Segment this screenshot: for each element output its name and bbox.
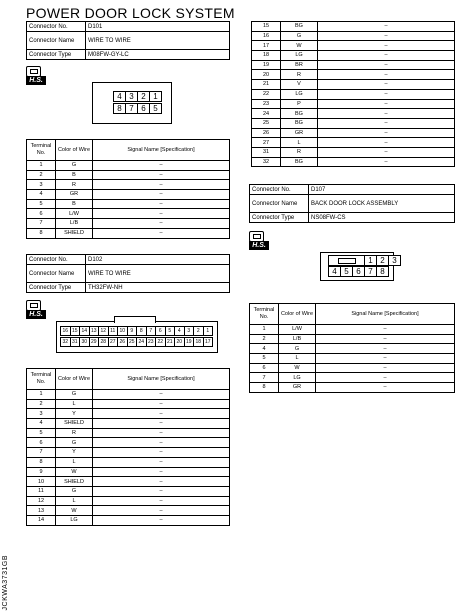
pin-cell: 15 bbox=[70, 326, 81, 336]
table-row bbox=[27, 209, 230, 219]
wire-color: L/W bbox=[56, 209, 93, 219]
header-color: Color of Wire bbox=[279, 304, 316, 325]
pin-cell: 5 bbox=[149, 103, 162, 114]
table-row bbox=[252, 99, 455, 109]
terminal-no: 32 bbox=[252, 157, 281, 167]
table-row bbox=[250, 334, 455, 344]
wire-color: R bbox=[56, 180, 93, 190]
connector-name: WIRE TO WIRE bbox=[86, 32, 230, 50]
pin-cell: 25 bbox=[127, 337, 138, 347]
table-row bbox=[252, 60, 455, 70]
pin-cell: 1 bbox=[364, 255, 377, 266]
wire-color: R bbox=[56, 428, 93, 438]
wire-color: L/B bbox=[279, 334, 316, 344]
signal-name: – bbox=[93, 199, 230, 209]
table-row bbox=[27, 438, 230, 448]
table-row bbox=[252, 31, 455, 41]
pin-cell: 10 bbox=[117, 326, 128, 336]
signal-name: – bbox=[93, 209, 230, 219]
table-row bbox=[27, 515, 230, 525]
wire-color: G bbox=[56, 390, 93, 400]
signal-name: – bbox=[318, 51, 455, 61]
signal-name: – bbox=[93, 180, 230, 190]
pin-cell: 2 bbox=[376, 255, 389, 266]
header-terminal: Terminal No. bbox=[250, 304, 279, 325]
label-connector-no: Connector No. bbox=[250, 185, 309, 195]
table-row bbox=[252, 80, 455, 90]
pin-cell: 6 bbox=[352, 266, 365, 277]
terminal-no: 5 bbox=[250, 354, 279, 364]
terminal-no: 12 bbox=[27, 496, 56, 506]
table-row bbox=[27, 428, 230, 438]
pin-cell: 7 bbox=[125, 103, 138, 114]
signal-name: – bbox=[93, 438, 230, 448]
wire-color: W bbox=[56, 506, 93, 516]
terminal-no: 3 bbox=[27, 409, 56, 419]
wire-color: BG bbox=[281, 109, 318, 119]
wire-color: BR bbox=[281, 60, 318, 70]
pin-cell: 17 bbox=[203, 337, 214, 347]
wire-color: W bbox=[281, 41, 318, 51]
pin-cell: 12 bbox=[98, 326, 109, 336]
signal-name: – bbox=[318, 80, 455, 90]
signal-name: – bbox=[318, 41, 455, 51]
terminal-no: 17 bbox=[252, 41, 281, 51]
table-row bbox=[252, 157, 455, 167]
wire-color: G bbox=[56, 486, 93, 496]
signal-name: – bbox=[93, 219, 230, 229]
label-connector-type: Connector Type bbox=[27, 50, 86, 60]
table-row bbox=[252, 22, 455, 32]
wire-color: L bbox=[56, 496, 93, 506]
table-row bbox=[27, 419, 230, 429]
signal-name: – bbox=[93, 390, 230, 400]
table-row bbox=[27, 496, 230, 506]
pin-cell: 23 bbox=[146, 337, 157, 347]
table-row bbox=[27, 190, 230, 200]
signal-name: – bbox=[316, 354, 455, 364]
table-row bbox=[250, 383, 455, 393]
table-row bbox=[250, 373, 455, 383]
table-row bbox=[252, 128, 455, 138]
signal-name: – bbox=[316, 344, 455, 354]
pin-cell: 4 bbox=[174, 326, 185, 336]
pin-cell: 6 bbox=[137, 103, 150, 114]
terminal-no: 15 bbox=[252, 22, 281, 32]
pin-cell: 22 bbox=[155, 337, 166, 347]
pin-cell: 24 bbox=[136, 337, 147, 347]
table-row bbox=[27, 170, 230, 180]
pin-cell: 3 bbox=[388, 255, 401, 266]
wire-color: B bbox=[56, 199, 93, 209]
terminal-no: 1 bbox=[27, 161, 56, 171]
table-row bbox=[250, 354, 455, 364]
signal-name: – bbox=[93, 190, 230, 200]
table-row bbox=[252, 89, 455, 99]
terminal-no: 1 bbox=[27, 390, 56, 400]
label-connector-no: Connector No. bbox=[27, 22, 86, 32]
terminal-table-d101 bbox=[26, 139, 230, 239]
wire-color: L bbox=[56, 457, 93, 467]
table-row bbox=[27, 457, 230, 467]
terminal-no: 14 bbox=[27, 515, 56, 525]
signal-name: – bbox=[93, 515, 230, 525]
terminal-no: 25 bbox=[252, 118, 281, 128]
terminal-no: 16 bbox=[252, 31, 281, 41]
wire-color: G bbox=[281, 31, 318, 41]
signal-name: – bbox=[93, 486, 230, 496]
table-row bbox=[27, 180, 230, 190]
wire-color: R bbox=[281, 70, 318, 80]
pin-cell: 1 bbox=[149, 91, 162, 102]
wire-color: Y bbox=[56, 448, 93, 458]
signal-name: – bbox=[318, 60, 455, 70]
label-connector-name: Connector Name bbox=[250, 195, 309, 213]
connector-name: BACK DOOR LOCK ASSEMBLY bbox=[309, 195, 455, 213]
connector-info-d101 bbox=[26, 21, 230, 60]
wire-color: SHIELD bbox=[56, 228, 93, 238]
terminal-no: 9 bbox=[27, 467, 56, 477]
terminal-table-d102-continued bbox=[251, 21, 455, 167]
wire-color: G bbox=[279, 344, 316, 354]
pin-cell: 6 bbox=[155, 326, 166, 336]
table-row bbox=[252, 41, 455, 51]
signal-name: – bbox=[318, 89, 455, 99]
signal-name: – bbox=[93, 161, 230, 171]
signal-name: – bbox=[318, 31, 455, 41]
signal-name: – bbox=[93, 419, 230, 429]
table-row bbox=[27, 228, 230, 238]
pin-cell: 14 bbox=[79, 326, 90, 336]
header-signal: Signal Name [Specification] bbox=[93, 369, 230, 390]
terminal-no: 26 bbox=[252, 128, 281, 138]
signal-name: – bbox=[93, 448, 230, 458]
table-row bbox=[27, 448, 230, 458]
signal-name: – bbox=[93, 409, 230, 419]
header-signal: Signal Name [Specification] bbox=[316, 304, 455, 325]
table-row bbox=[252, 138, 455, 148]
wire-color: BG bbox=[281, 118, 318, 128]
terminal-no: 24 bbox=[252, 109, 281, 119]
table-row bbox=[252, 70, 455, 80]
pin-cell: 19 bbox=[184, 337, 195, 347]
terminal-table-d107 bbox=[249, 303, 455, 393]
terminal-no: 4 bbox=[27, 190, 56, 200]
connector-type: M08FW-GY-LC bbox=[86, 50, 230, 60]
signal-name: – bbox=[316, 363, 455, 373]
label-connector-name: Connector Name bbox=[27, 265, 86, 283]
table-row bbox=[27, 199, 230, 209]
signal-name: – bbox=[316, 325, 455, 335]
signal-name: – bbox=[93, 496, 230, 506]
table-row bbox=[27, 399, 230, 409]
wire-color: W bbox=[279, 363, 316, 373]
signal-name: – bbox=[318, 147, 455, 157]
terminal-no: 8 bbox=[250, 383, 279, 393]
terminal-no: 1 bbox=[250, 325, 279, 335]
table-row bbox=[27, 477, 230, 487]
terminal-no: 2 bbox=[27, 170, 56, 180]
wire-color: LG bbox=[281, 89, 318, 99]
table-row bbox=[27, 161, 230, 171]
terminal-no: 27 bbox=[252, 138, 281, 148]
terminal-table-d102 bbox=[26, 368, 230, 526]
pin-cell: 5 bbox=[165, 326, 176, 336]
terminal-no: 19 bbox=[252, 60, 281, 70]
connector-type: NS08FW-CS bbox=[309, 213, 455, 223]
wire-color: SHIELD bbox=[56, 419, 93, 429]
label-connector-no: Connector No. bbox=[27, 255, 86, 265]
pin-cell: 7 bbox=[364, 266, 377, 277]
wire-color: LG bbox=[281, 51, 318, 61]
pin-cell: 2 bbox=[193, 326, 204, 336]
pin-cell: 26 bbox=[117, 337, 128, 347]
terminal-no: 8 bbox=[27, 457, 56, 467]
pin-cell: 30 bbox=[79, 337, 90, 347]
pin-cell: 8 bbox=[376, 266, 389, 277]
terminal-no: 3 bbox=[27, 180, 56, 190]
pin-cell: 29 bbox=[89, 337, 100, 347]
pin-cell: 9 bbox=[127, 326, 138, 336]
wire-color: BG bbox=[281, 22, 318, 32]
pin-cell: 27 bbox=[108, 337, 119, 347]
pin-cell: 3 bbox=[184, 326, 195, 336]
signal-name: – bbox=[318, 70, 455, 80]
signal-name: – bbox=[93, 170, 230, 180]
connector-type: TH32FW-NH bbox=[86, 283, 230, 293]
pin-cell: 28 bbox=[98, 337, 109, 347]
hs-icon: H.S. bbox=[26, 66, 48, 86]
label-connector-type: Connector Type bbox=[250, 213, 309, 223]
connector-name: WIRE TO WIRE bbox=[86, 265, 230, 283]
pin-cell: 8 bbox=[113, 103, 126, 114]
wire-color: SHIELD bbox=[56, 477, 93, 487]
label-connector-type: Connector Type bbox=[27, 283, 86, 293]
connector-no: D107 bbox=[309, 185, 455, 195]
signal-name: – bbox=[318, 22, 455, 32]
wire-color: LG bbox=[279, 373, 316, 383]
table-row bbox=[250, 325, 455, 335]
pin-cell: 5 bbox=[340, 266, 353, 277]
signal-name: – bbox=[316, 334, 455, 344]
table-row bbox=[27, 409, 230, 419]
wire-color: B bbox=[56, 170, 93, 180]
terminal-no: 6 bbox=[27, 438, 56, 448]
page-title: POWER DOOR LOCK SYSTEM bbox=[26, 5, 235, 21]
terminal-no: 7 bbox=[250, 373, 279, 383]
wire-color: G bbox=[56, 161, 93, 171]
signal-name: – bbox=[318, 157, 455, 167]
pin-cell: 11 bbox=[108, 326, 119, 336]
table-row bbox=[27, 506, 230, 516]
signal-name: – bbox=[316, 373, 455, 383]
connector-no: D102 bbox=[86, 255, 230, 265]
wire-color: L bbox=[279, 354, 316, 364]
hs-icon: H.S. bbox=[249, 231, 271, 251]
header-terminal: Terminal No. bbox=[27, 369, 56, 390]
table-row bbox=[27, 486, 230, 496]
terminal-no: 10 bbox=[27, 477, 56, 487]
header-color: Color of Wire bbox=[56, 140, 93, 161]
signal-name: – bbox=[316, 383, 455, 393]
pin-cell: 4 bbox=[113, 91, 126, 102]
terminal-no: 31 bbox=[252, 147, 281, 157]
wire-color: V bbox=[281, 80, 318, 90]
terminal-no: 11 bbox=[27, 486, 56, 496]
connector-info-d107 bbox=[249, 184, 455, 223]
table-row bbox=[27, 219, 230, 229]
wire-color: LG bbox=[56, 515, 93, 525]
pin-cell: 20 bbox=[174, 337, 185, 347]
wire-color: R bbox=[281, 147, 318, 157]
table-row bbox=[250, 344, 455, 354]
signal-name: – bbox=[93, 399, 230, 409]
pin-cell: 13 bbox=[89, 326, 100, 336]
signal-name: – bbox=[93, 228, 230, 238]
table-row bbox=[250, 363, 455, 373]
terminal-no: 7 bbox=[27, 448, 56, 458]
wire-color: L/B bbox=[56, 219, 93, 229]
terminal-no: 22 bbox=[252, 89, 281, 99]
terminal-no: 8 bbox=[27, 228, 56, 238]
pin-cell: 2 bbox=[137, 91, 150, 102]
signal-name: – bbox=[318, 138, 455, 148]
signal-name: – bbox=[93, 457, 230, 467]
connector-no: D101 bbox=[86, 22, 230, 32]
table-row bbox=[252, 51, 455, 61]
terminal-no: 6 bbox=[250, 363, 279, 373]
wire-color: L bbox=[56, 399, 93, 409]
pin-cell: 4 bbox=[328, 266, 341, 277]
terminal-no: 18 bbox=[252, 51, 281, 61]
table-row bbox=[252, 147, 455, 157]
wire-color: Y bbox=[56, 409, 93, 419]
pin-cell: 3 bbox=[125, 91, 138, 102]
wire-color: GR bbox=[279, 383, 316, 393]
terminal-no: 2 bbox=[250, 334, 279, 344]
pin-cell: 16 bbox=[60, 326, 71, 336]
terminal-no: 6 bbox=[27, 209, 56, 219]
wire-color: W bbox=[56, 467, 93, 477]
pin-cell: 1 bbox=[203, 326, 214, 336]
terminal-no: 5 bbox=[27, 199, 56, 209]
wire-color: GR bbox=[56, 190, 93, 200]
signal-name: – bbox=[93, 477, 230, 487]
pin-cell: 31 bbox=[70, 337, 81, 347]
terminal-no: 21 bbox=[252, 80, 281, 90]
wire-color: G bbox=[56, 438, 93, 448]
terminal-no: 4 bbox=[250, 344, 279, 354]
signal-name: – bbox=[93, 506, 230, 516]
header-color: Color of Wire bbox=[56, 369, 93, 390]
table-row bbox=[27, 467, 230, 477]
pin-cell: 32 bbox=[60, 337, 71, 347]
wire-color: BG bbox=[281, 157, 318, 167]
header-terminal: Terminal No. bbox=[27, 140, 56, 161]
pin-cell: 7 bbox=[146, 326, 157, 336]
terminal-no: 2 bbox=[27, 399, 56, 409]
table-row bbox=[252, 109, 455, 119]
signal-name: – bbox=[318, 99, 455, 109]
connector-latch-d102 bbox=[114, 316, 156, 323]
hs-icon: H.S. bbox=[26, 300, 48, 320]
pin-cell: 18 bbox=[193, 337, 204, 347]
signal-name: – bbox=[318, 118, 455, 128]
terminal-no: 4 bbox=[27, 419, 56, 429]
signal-name: – bbox=[318, 128, 455, 138]
document-code: JCKWA3731GB bbox=[2, 555, 9, 611]
pin-cell: 8 bbox=[136, 326, 147, 336]
table-row bbox=[27, 390, 230, 400]
connector-info-d102 bbox=[26, 254, 230, 293]
terminal-no: 7 bbox=[27, 219, 56, 229]
signal-name: – bbox=[318, 109, 455, 119]
header-signal: Signal Name [Specification] bbox=[93, 140, 230, 161]
signal-name: – bbox=[93, 428, 230, 438]
wire-color: P bbox=[281, 99, 318, 109]
terminal-no: 13 bbox=[27, 506, 56, 516]
terminal-no: 23 bbox=[252, 99, 281, 109]
wire-color: L bbox=[281, 138, 318, 148]
signal-name: – bbox=[93, 467, 230, 477]
pin-cell: 21 bbox=[165, 337, 176, 347]
terminal-no: 5 bbox=[27, 428, 56, 438]
table-row bbox=[252, 118, 455, 128]
connector-key-slot bbox=[328, 255, 365, 266]
wire-color: GR bbox=[281, 128, 318, 138]
wire-color: L/W bbox=[279, 325, 316, 335]
label-connector-name: Connector Name bbox=[27, 32, 86, 50]
terminal-no: 20 bbox=[252, 70, 281, 80]
